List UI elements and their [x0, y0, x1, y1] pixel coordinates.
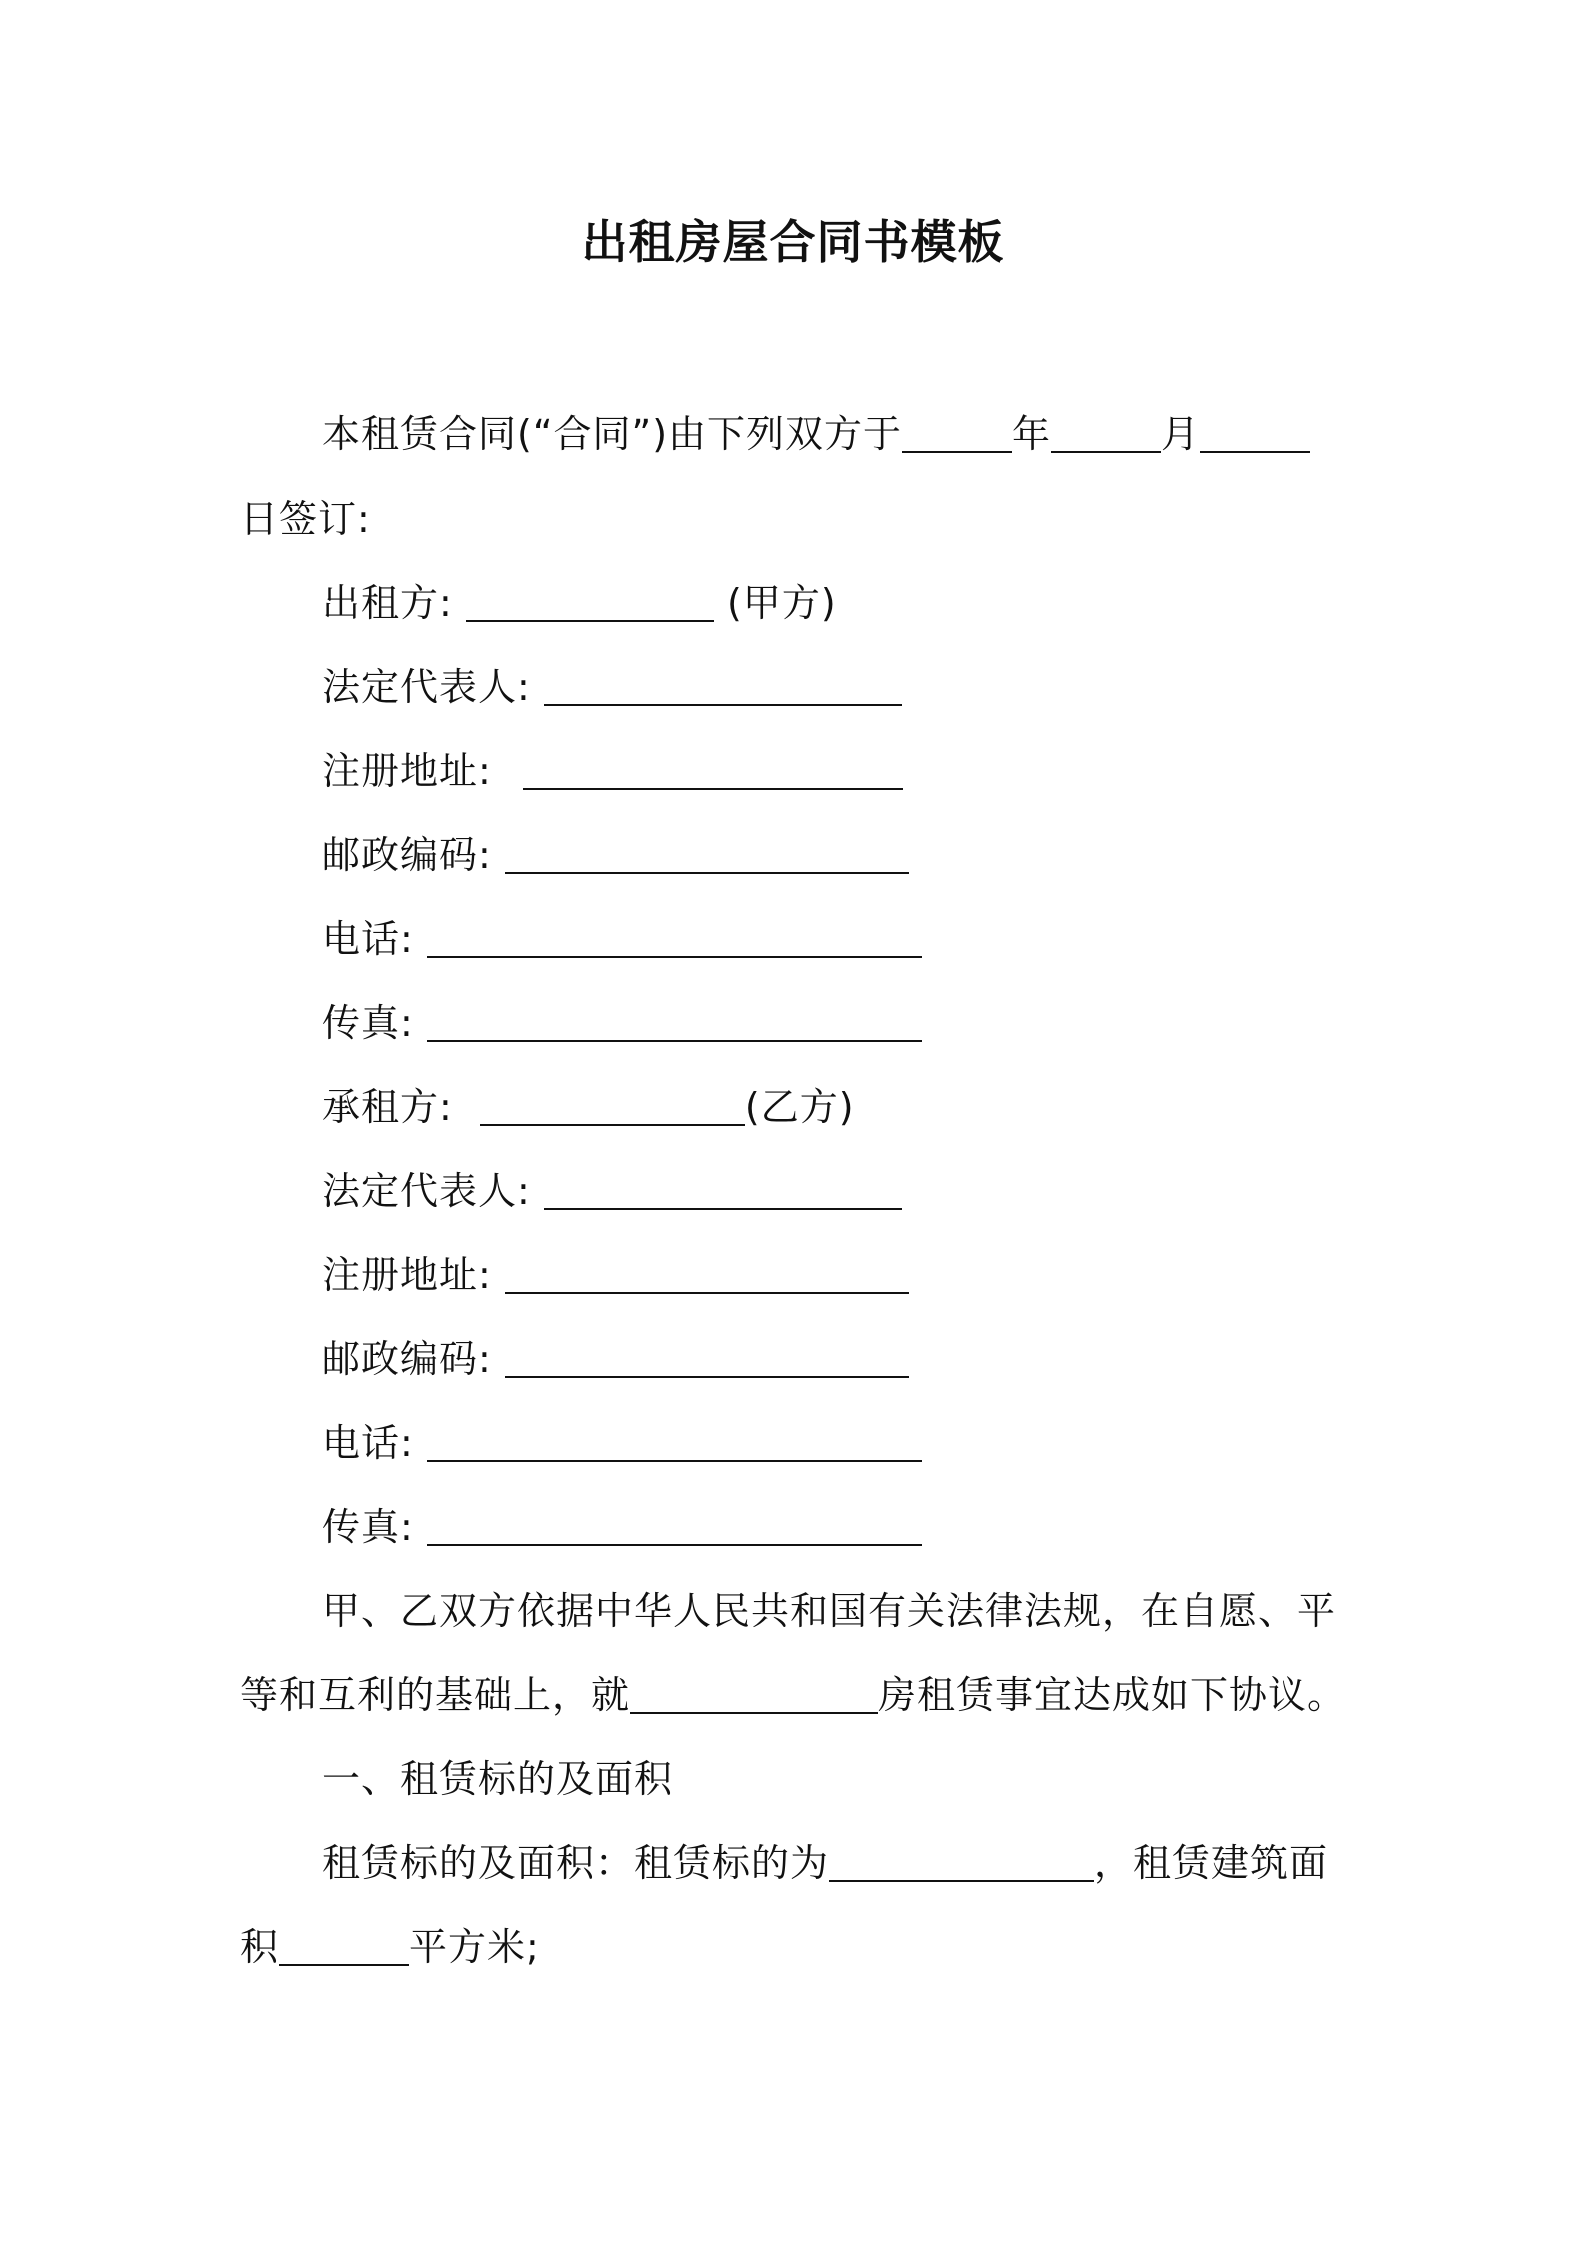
lessor-name-blank[interactable]	[466, 580, 714, 622]
lessee-legal-rep-blank[interactable]	[544, 1168, 902, 1210]
lessor-address-label: 注册地址:	[322, 749, 492, 793]
lease-subject-blank[interactable]	[829, 1840, 1094, 1882]
lessor-legal-rep-blank[interactable]	[544, 664, 902, 706]
lessor-address-line	[322, 745, 903, 797]
lessee-label: 承租方:	[322, 1085, 453, 1129]
intro-line	[322, 408, 1310, 460]
lessor-postal-label: 邮政编码:	[322, 833, 492, 877]
lessee-suffix: (乙方)	[744, 1085, 855, 1129]
lessor-phone-line	[322, 913, 922, 965]
day-blank[interactable]	[1200, 411, 1310, 453]
month-blank[interactable]	[1051, 411, 1161, 453]
property-blank[interactable]	[630, 1672, 878, 1714]
area-blank[interactable]	[279, 1924, 409, 1966]
lessee-party-line	[322, 1081, 855, 1133]
lessor-fax-blank[interactable]	[427, 1000, 922, 1042]
agreement-line-2	[240, 1669, 1346, 1721]
lessee-address-label: 注册地址:	[322, 1253, 492, 1297]
lessee-legal-rep-label: 法定代表人:	[322, 1169, 531, 1213]
section-1-line-1-prefix: 租赁标的及面积：租赁标的为	[322, 1841, 830, 1885]
section-1-line-2	[240, 1921, 540, 1973]
lessee-address-line	[322, 1249, 909, 1301]
lessee-postal-line	[322, 1333, 909, 1385]
lessee-address-blank[interactable]	[505, 1252, 909, 1294]
lessee-phone-label: 电话:	[322, 1421, 414, 1465]
lessee-postal-label: 邮政编码:	[322, 1337, 492, 1381]
lessee-phone-line	[322, 1417, 922, 1469]
lessee-fax-line	[322, 1501, 922, 1553]
lessor-label: 出租方:	[322, 581, 453, 625]
lessor-address-blank[interactable]	[523, 748, 903, 790]
month-label: 月	[1161, 412, 1201, 456]
section-1-line-2-prefix: 积	[240, 1925, 280, 1969]
lessor-fax-line	[322, 997, 922, 1049]
section-1-line-1-suffix: ，租赁建筑面	[1094, 1841, 1329, 1885]
section-1-heading: 一、租赁标的及面积	[322, 1757, 674, 1801]
lessee-postal-blank[interactable]	[505, 1336, 909, 1378]
intro-continuation: 日签订:	[240, 497, 371, 541]
section-1-line-2-suffix: 平方米;	[409, 1925, 540, 1969]
lessee-legal-rep-line	[322, 1165, 902, 1217]
document-title: 出租房屋合同书模板	[581, 215, 1005, 269]
agreement-line-1: 甲、乙双方依据中华人民共和国有关法律法规，在自愿、平	[322, 1589, 1337, 1633]
lessee-name-blank[interactable]	[480, 1084, 745, 1126]
agreement-line-2-prefix: 等和互利的基础上，就	[240, 1673, 631, 1717]
lessor-legal-rep-label: 法定代表人:	[322, 665, 531, 709]
intro-prefix: 本租赁合同(“合同”)由下列双方于	[322, 412, 903, 456]
lessor-phone-label: 电话:	[322, 917, 414, 961]
lessor-party-line	[322, 577, 837, 629]
lessor-postal-blank[interactable]	[505, 832, 909, 874]
year-label: 年	[1012, 412, 1052, 456]
lessor-suffix: (甲方)	[727, 581, 837, 625]
lessee-fax-label: 传真:	[322, 1505, 414, 1549]
agreement-line-2-suffix: 房租赁事宜达成如下协议。	[878, 1673, 1347, 1717]
lessor-phone-blank[interactable]	[427, 916, 922, 958]
lessor-legal-rep-line	[322, 661, 902, 713]
lessor-fax-label: 传真:	[322, 1001, 414, 1045]
section-1-line-1	[322, 1837, 1328, 1889]
lessor-postal-line	[322, 829, 909, 881]
year-blank[interactable]	[902, 411, 1012, 453]
lessee-fax-blank[interactable]	[427, 1504, 922, 1546]
lessee-phone-blank[interactable]	[427, 1420, 922, 1462]
